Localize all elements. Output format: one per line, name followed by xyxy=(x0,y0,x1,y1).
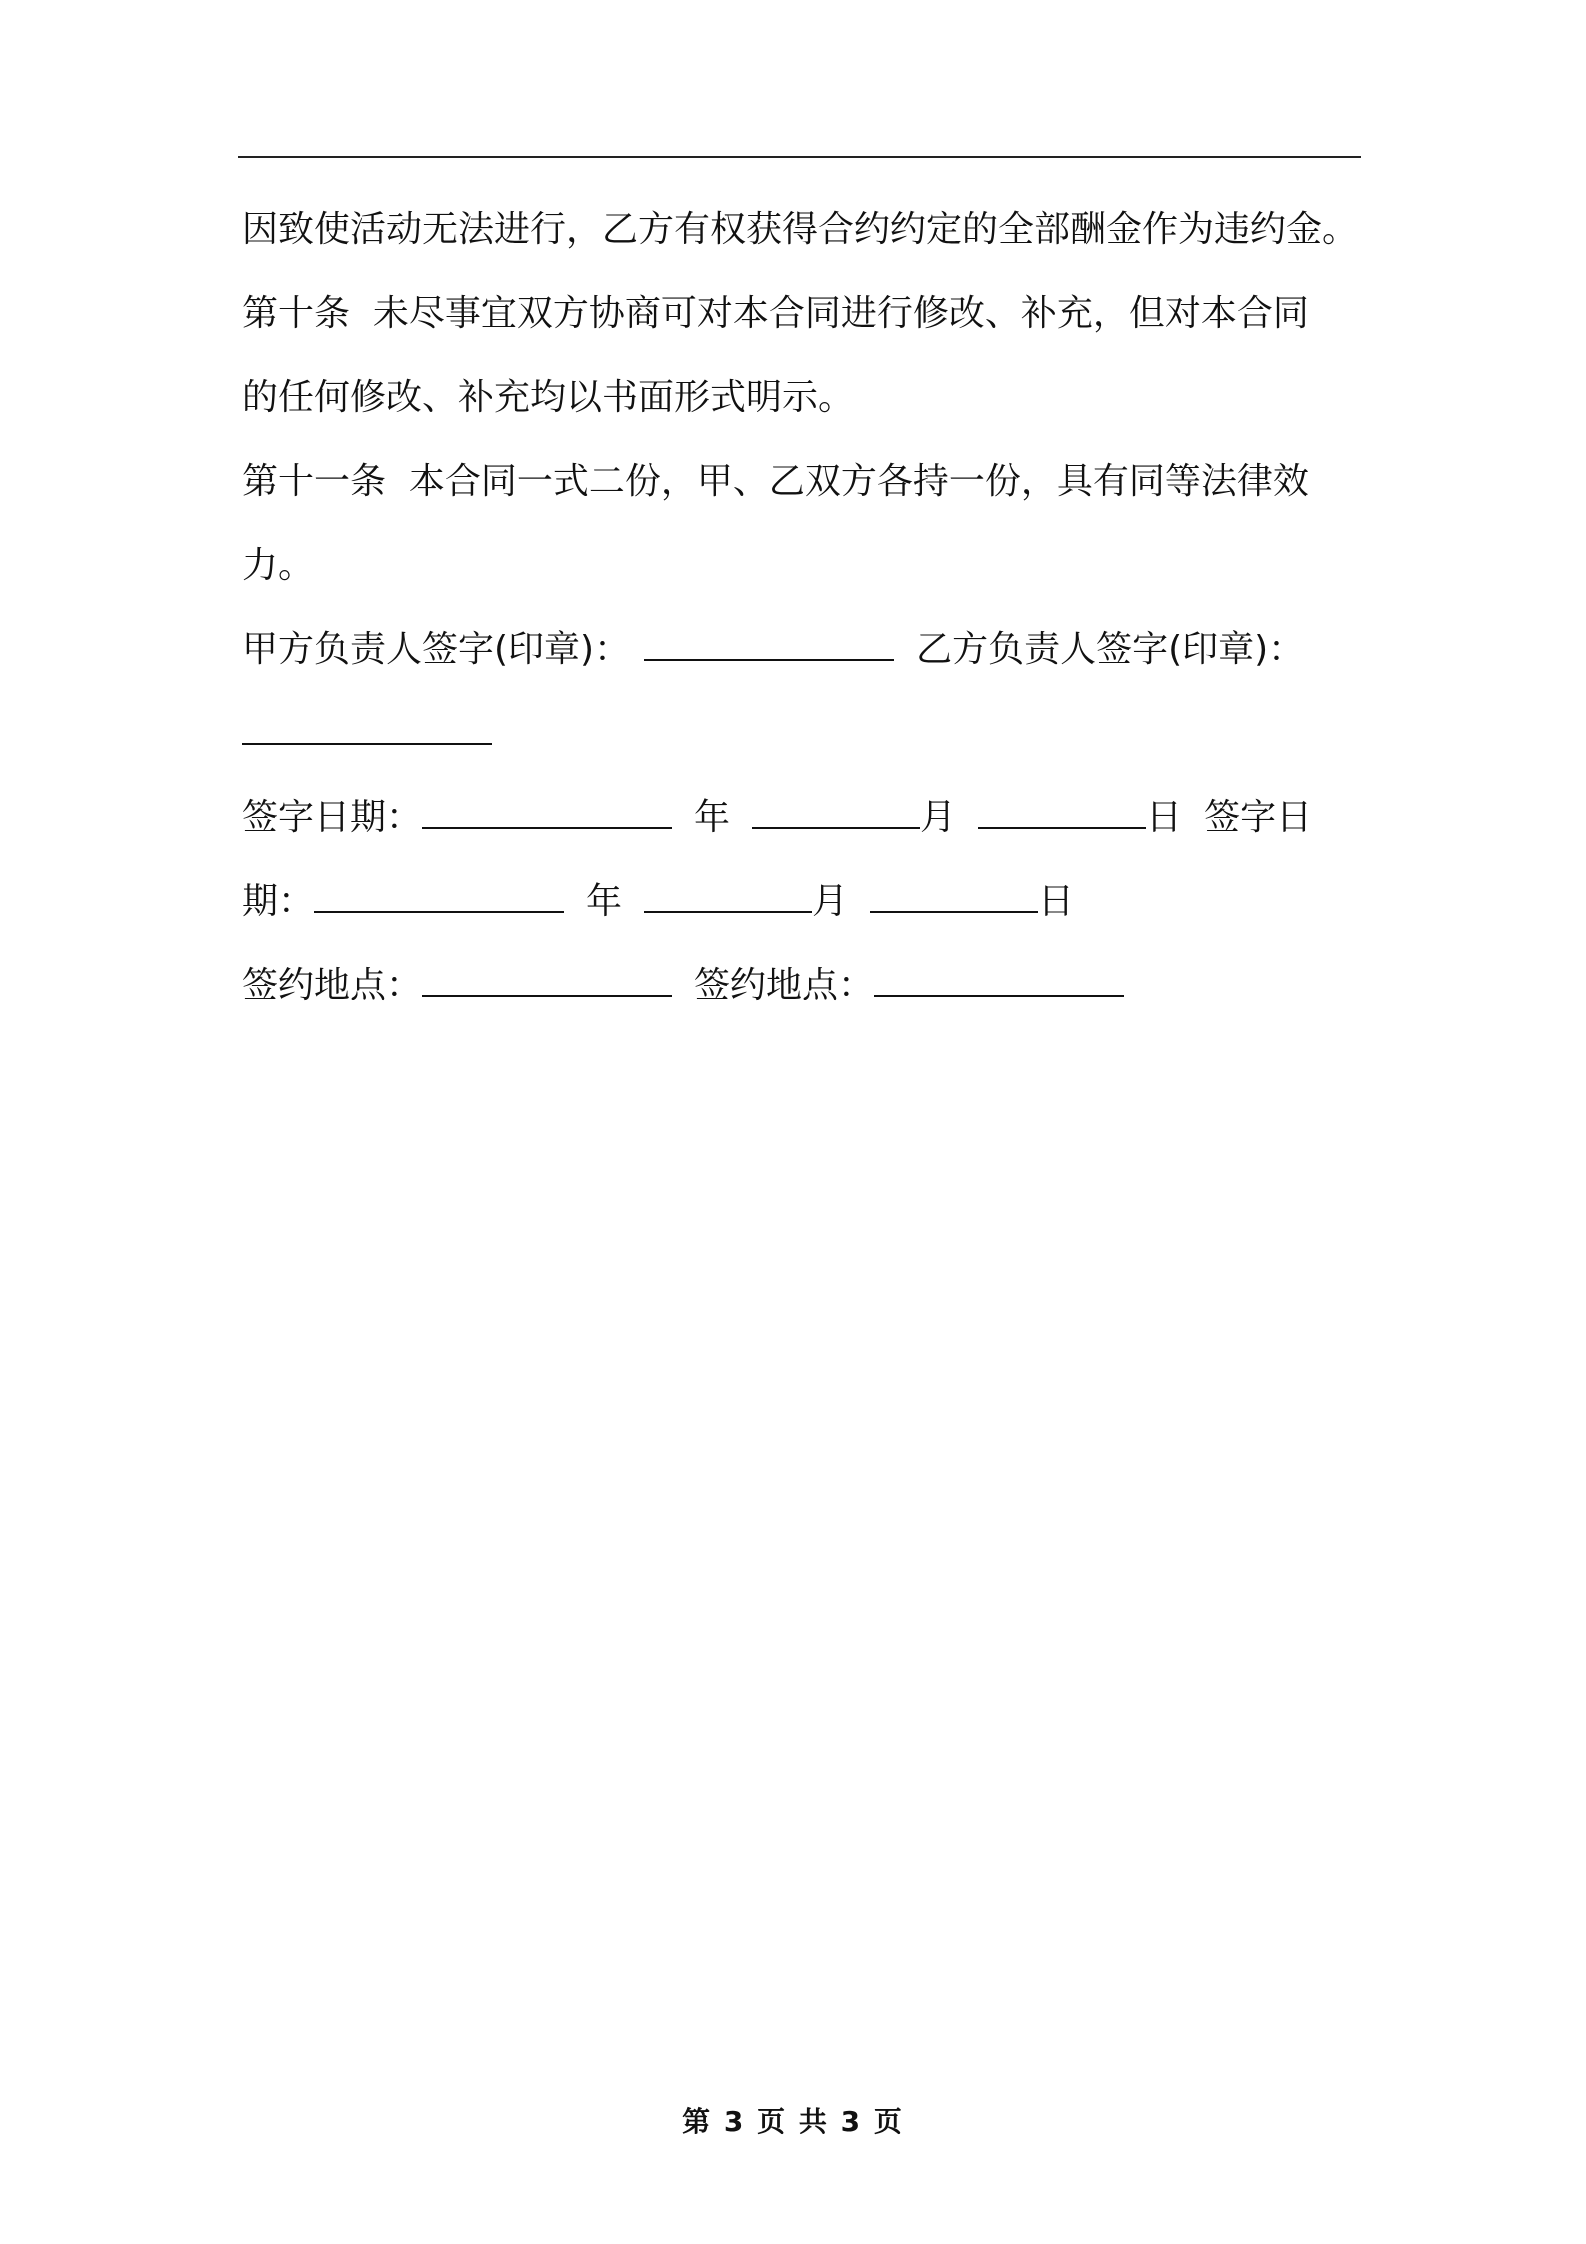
signature-line-2 xyxy=(242,712,1372,756)
party-b-place-blank[interactable] xyxy=(874,965,1124,997)
party-b-signature-blank[interactable] xyxy=(242,713,492,745)
article-10-text-1: 第十条 未尽事宜双方协商可对本合同进行修改、补充，但对本合同 xyxy=(242,293,1309,334)
party-a-month-blank[interactable] xyxy=(752,797,920,829)
signature-line xyxy=(242,628,1372,672)
month-label: 月 xyxy=(920,797,957,838)
article-11-text-1: 第十一条 本合同一式二份，甲、乙双方各持一份，具有同等法律效 xyxy=(242,461,1309,502)
place-line xyxy=(242,964,1372,1008)
year-label-b: 年 xyxy=(586,881,623,922)
party-b-year-blank[interactable] xyxy=(314,881,564,913)
article-11-text-2: 力。 xyxy=(242,545,315,586)
party-b-signature-label: 乙方负责人签字(印章)： xyxy=(916,629,1305,670)
page-number-footer: 第 3 页 共 3 页 xyxy=(682,2105,904,2138)
party-a-place-label: 签约地点： xyxy=(242,965,423,1006)
party-a-signature-label: 甲方负责人签字(印章)： xyxy=(242,629,631,670)
article-11-line-2 xyxy=(242,544,1372,588)
party-a-day-blank[interactable] xyxy=(978,797,1146,829)
party-a-place-blank[interactable] xyxy=(422,965,672,997)
header-rule xyxy=(238,156,1361,158)
party-b-day-blank[interactable] xyxy=(870,881,1038,913)
article-10-line-2 xyxy=(242,376,1372,420)
party-a-year-blank[interactable] xyxy=(422,797,672,829)
month-label-b: 月 xyxy=(812,881,849,922)
party-b-month-blank[interactable] xyxy=(644,881,812,913)
article-10-text-2: 的任何修改、补充均以书面形式明示。 xyxy=(242,377,855,418)
year-label: 年 xyxy=(694,797,731,838)
continuation-line xyxy=(242,208,1372,252)
day-label: 日 xyxy=(1146,797,1183,838)
party-b-place-label: 签约地点： xyxy=(694,965,875,1006)
date-line-1 xyxy=(242,796,1372,840)
party-a-date-label: 签字日期： xyxy=(242,797,423,838)
article-11-line-1 xyxy=(242,460,1372,504)
party-b-date-label-part2: 期： xyxy=(242,881,315,922)
article-10-line-1 xyxy=(242,292,1372,336)
continuation-text: 因致使活动无法进行，乙方有权获得合约约定的全部酬金作为违约金。 xyxy=(242,209,1359,250)
day-label-b: 日 xyxy=(1038,881,1075,922)
party-b-date-label-part1: 签字日 xyxy=(1204,797,1313,838)
date-line-2 xyxy=(242,880,1372,924)
party-a-signature-blank[interactable] xyxy=(644,629,894,661)
